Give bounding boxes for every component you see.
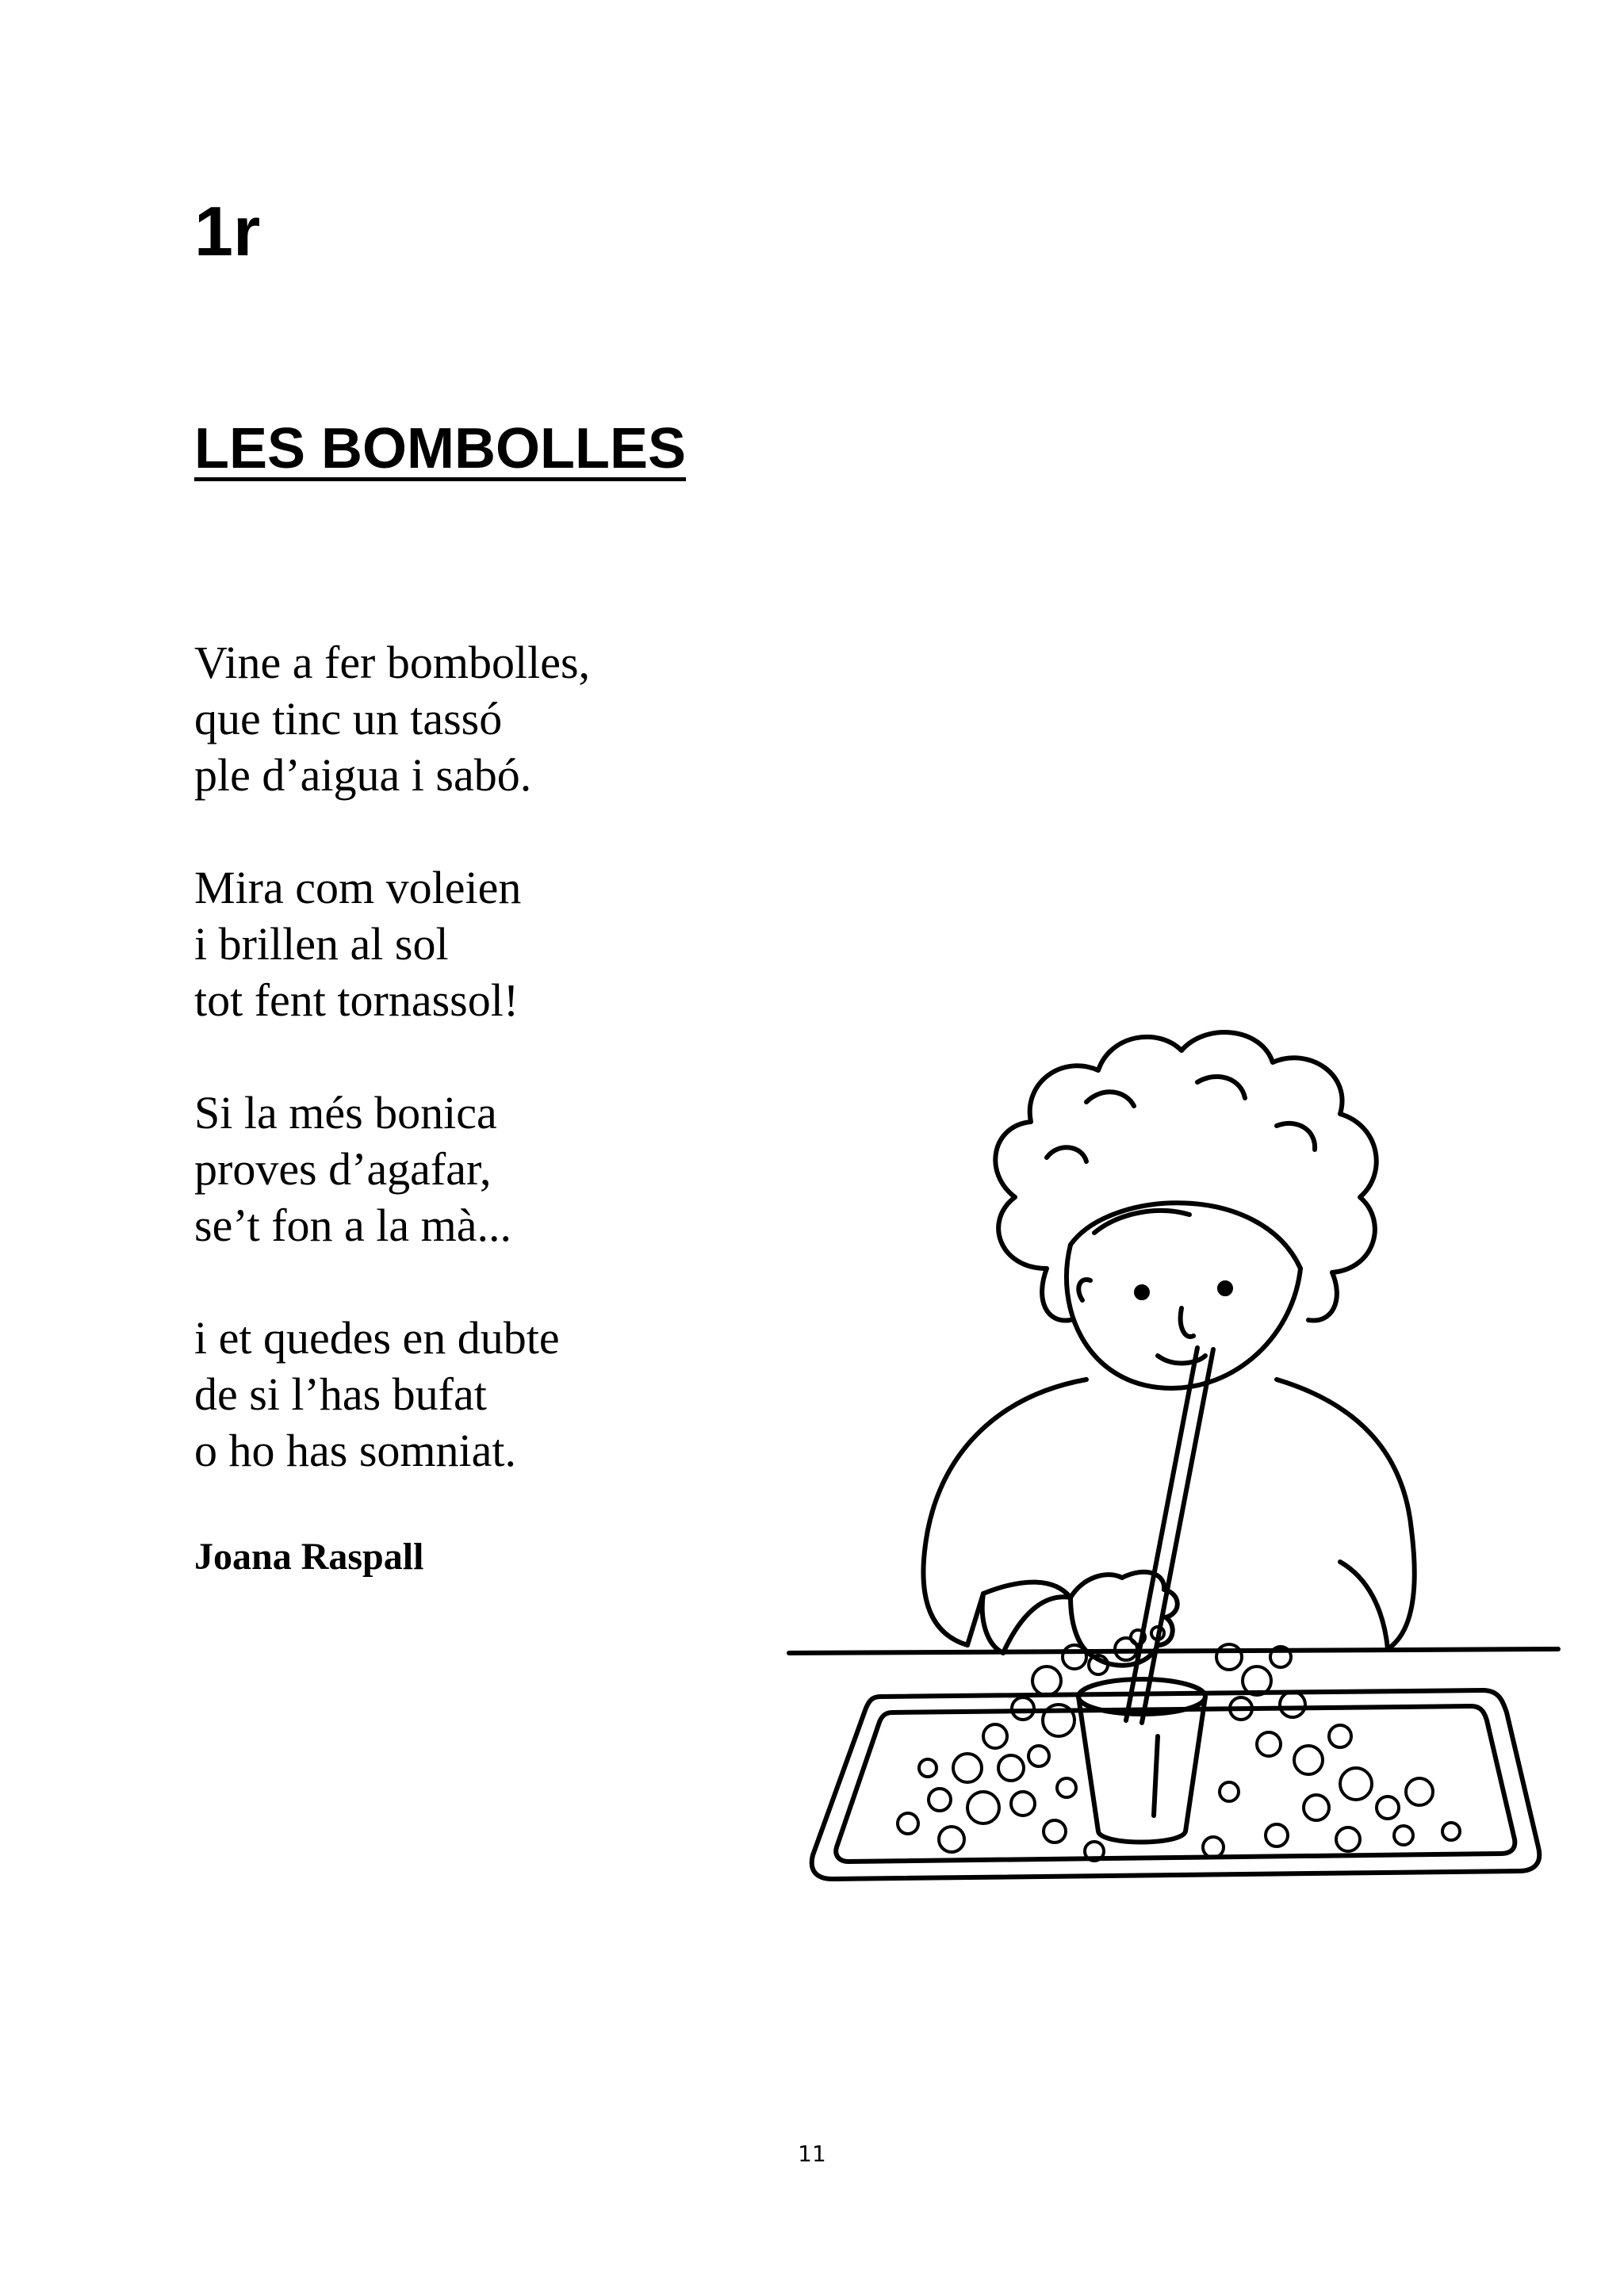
stanza-3 (194, 1085, 590, 1253)
table-edge (789, 1649, 1558, 1653)
poem-line: tot fent tornassol! (194, 974, 519, 1026)
poem-line: Si la més bonica (194, 1087, 497, 1138)
poem-line: i et quedes en dubte (194, 1312, 560, 1364)
poem-line: se’t fon a la mà... (194, 1200, 511, 1251)
face (1067, 1203, 1300, 1388)
bubbles (898, 1627, 1460, 1861)
poem-line: Mira com voleien (194, 862, 522, 913)
page-number: 11 (798, 2141, 826, 2167)
poem-line: proves d’agafar, (194, 1143, 492, 1195)
glass-icon (1078, 1679, 1205, 1843)
poem-line: ple d’aigua i sabó. (194, 749, 532, 801)
body (923, 1380, 1414, 1653)
stanza-4 (194, 1310, 590, 1479)
hair (995, 1032, 1376, 1321)
child-blowing-bubbles-illustration (785, 1007, 1562, 1911)
grade-heading: 1r (194, 192, 261, 270)
poem-line: de si l’has bufat (194, 1368, 487, 1420)
poem-line: Vine a fer bombolles, (194, 637, 591, 688)
poem-line: i brillen al sol (194, 918, 449, 970)
poem-title: LES BOMBOLLES (194, 417, 687, 480)
stanza-2 (194, 859, 590, 1028)
straw-icon (1126, 1348, 1213, 1723)
poem-body (194, 634, 590, 1535)
stanza-1 (194, 634, 590, 803)
poem-author: Joana Raspall (194, 1536, 424, 1578)
poem-line: que tinc un tassó (194, 693, 503, 744)
poem-line: o ho has somniat. (194, 1425, 516, 1476)
